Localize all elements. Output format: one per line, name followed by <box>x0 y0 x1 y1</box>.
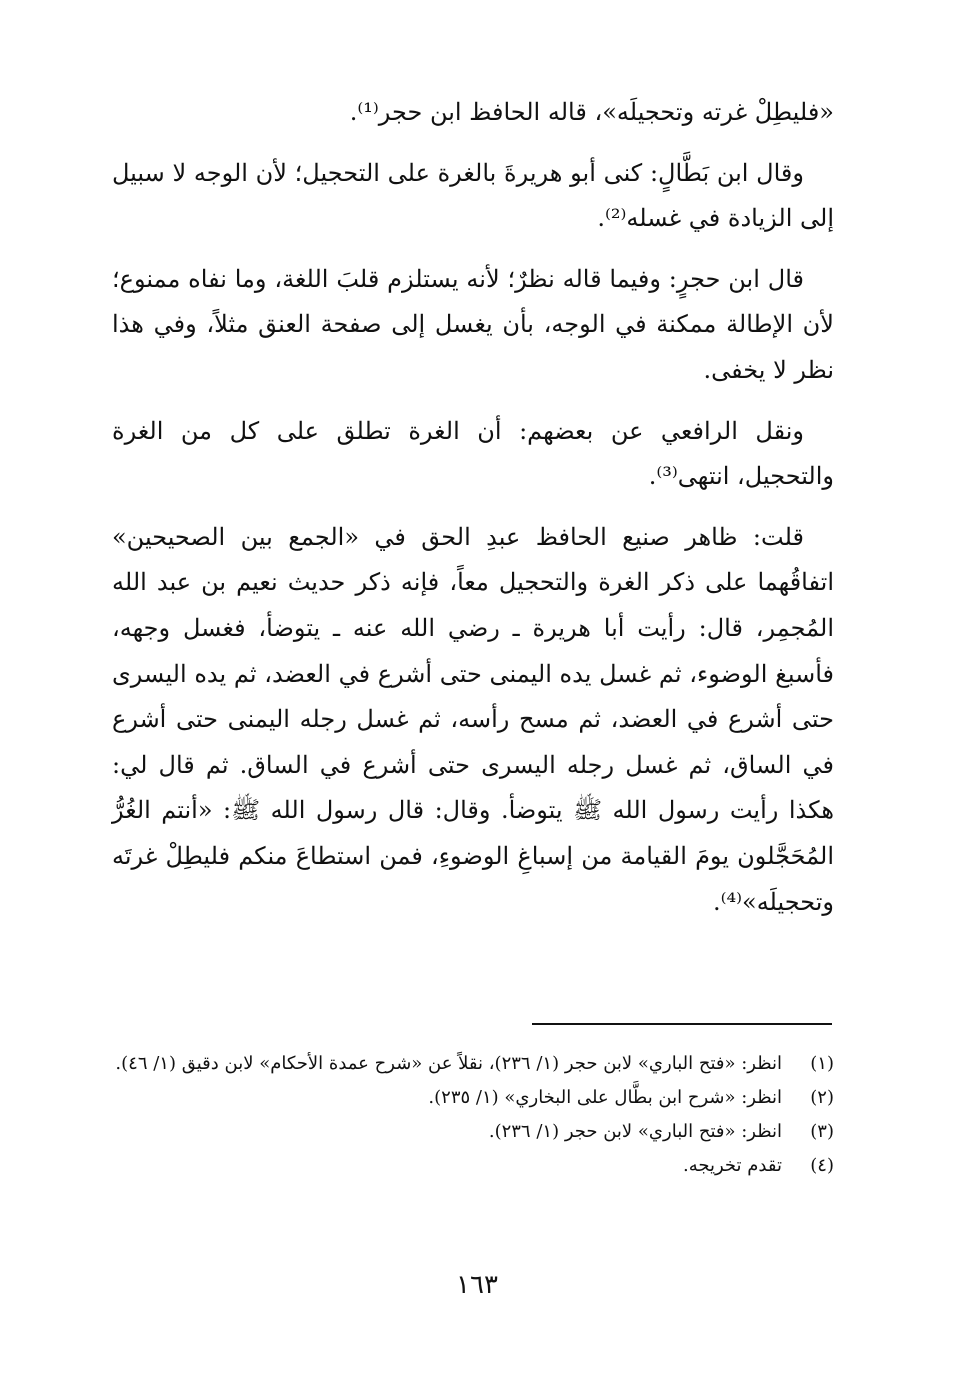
footnote <box>112 1115 834 1149</box>
footnote <box>112 1149 834 1183</box>
paragraph: وقال ابن بَطَّالٍ: كنى أبو هريرةَ بالغرة على التحجيل؛ لأن الوجه لا سبيل إلى الزيادة في غسله⁽²⁾. <box>112 158 834 233</box>
footnote-text: انظر: «فتح الباري» لابن حجر (١/ ٢٣٦)، نقلاً عن «شرح عمدة الأحكام» لابن دقيق (١/ ٤٦). <box>115 1053 782 1074</box>
main-text <box>112 90 834 940</box>
footnote-text: انظر: «فتح الباري» لابن حجر (١/ ٢٣٦). <box>488 1121 782 1142</box>
footnote-number: (١) <box>810 1053 834 1074</box>
footnote-text: انظر: «شرح ابن بطَّال على البخاري» (١/ ٢٣٥). <box>428 1087 782 1108</box>
footnotes <box>112 1047 834 1183</box>
page-number: ١٦٣ <box>456 1270 498 1300</box>
paragraph: ونقل الرافعي عن بعضهم: أن الغرة تطلق على كل من الغرة والتحجيل، انتهى⁽³⁾. <box>112 416 834 491</box>
paragraph: «فليطِلْ غرته وتحجيلَه»، قاله الحافظ ابن حجر⁽¹⁾. <box>349 98 834 126</box>
footnote-number: (٢) <box>810 1087 834 1108</box>
footnote-divider <box>532 1023 832 1025</box>
footnote-number: (٤) <box>810 1155 834 1176</box>
footnote-text: تقدم تخريجه. <box>683 1155 782 1176</box>
paragraph: قال ابن حجرٍ: وفيما قاله نظرٌ؛ لأنه يستلزم قلبَ اللغة، وما نفاه ممنوع؛ لأن الإطالة ممكنة في الوجه، بأن يغسل إلى صفحة العنق مثلاً، وفي هذا نظر لا يخفى. <box>112 264 834 384</box>
paragraph: قلت: ظاهر صنيع الحافظ عبدِ الحق في «الجمع بين الصحيحين» اتفاقُهما على ذكر الغرة والتحجيل معاً، فإنه ذكر حديث نعيم بن عبد الله المُجمِر، قال: رأيت أبا هريرة ـ رضي الله عنه ـ يتوضأ، فغسل وجهه، فأسبغ الوضوء، ثم غسل يده اليمنى حتى أشرع في العضد، ثم يده اليسرى حتى أشرع في العضد، ثم مسح رأسه، ثم غسل رجله اليمنى حتى أشرع في الساق، ثم غسل رجله اليسرى حتى أشرع في الساق. ثم قال لي: هكذا رأيت رسول الله ﷺ يتوضأ. وقال: قال رسول الله ﷺ: «أنتم الغُرُّ المُحَجَّلون يومَ القيامة من إسباغِ الوضوءِ، فمن استطاعَ منكم فليطِلْ غرتَه وتحجيلَه»⁽⁴⁾. <box>112 522 834 916</box>
footnote <box>112 1047 834 1081</box>
footnote-number: (٣) <box>810 1121 834 1142</box>
footnote <box>112 1081 834 1115</box>
